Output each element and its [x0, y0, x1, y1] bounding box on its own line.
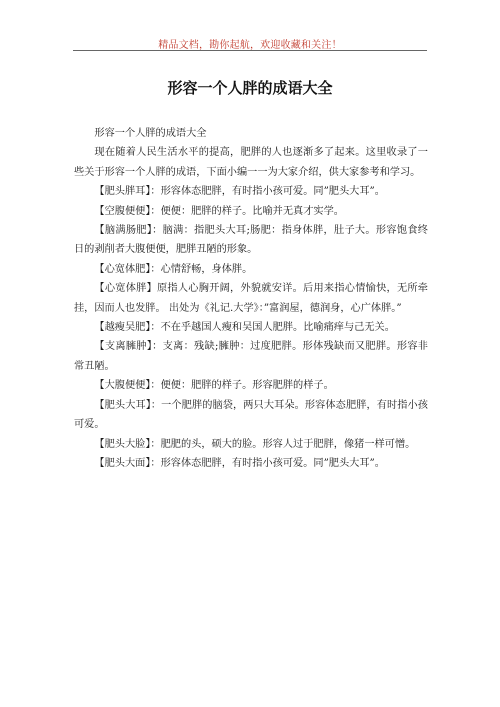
- idiom-entry: 【肥头胖耳】：形容体态肥胖，有时指小孩可爱。同”肥头大耳”。: [94, 186, 385, 198]
- idiom-entry: 【肥头大脸】：肥肥的头，硕大的脸。形容人过于肥胖，像猪一样可憎。: [94, 438, 416, 450]
- paragraph-subtitle: 形容一个人胖的成语大全: [94, 128, 207, 139]
- idiom-entry: 【支离臃肿】：支离：残缺;臃肿：过度肥胖。形体残缺而又肥胖。形容非常丑陋。: [74, 341, 428, 372]
- header-divider: [73, 50, 427, 51]
- document-body: [74, 124, 428, 473]
- idiom-entry: 【肥头大面】：形容体态肥胖，有时指小孩可爱。同”肥头大耳”。: [94, 457, 385, 469]
- page-header-banner: 精品文档，勘你起航，欢迎收藏和关注！: [158, 40, 342, 51]
- idiom-entry: 【脑满肠肥】：脑满：指肥头大耳;肠肥：指身体胖，肚子大。形容饱食终日的剥削者大腹便便，肥胖丑陋的形象。: [74, 225, 428, 256]
- document-title: 形容一个人胖的成语大全: [167, 79, 333, 97]
- idiom-entry: 【心宽体肥】：心情舒畅，身体胖。: [94, 263, 253, 275]
- idiom-entry: 【空腹便便】：便便：肥胖的样子。比喻并无真才实学。: [94, 205, 344, 217]
- idiom-entry: 【心宽体胖】原指人心胸开阔，外貌就安详。后用来指心情愉快，无所牵挂，因而人也发胖。 出处为《礼记.大学》：”富润屋，德润身，心广体胖。”: [74, 283, 428, 314]
- paragraph-intro: 现在随着人民生活水平的提高，肥胖的人也逐渐多了起来。这里收录了一些关于形容一个人胖的成语，下面小编一一为大家介绍，供大家参考和学习。: [74, 147, 428, 178]
- idiom-entry: 【大腹便便】：便便：肥胖的样子。形容肥胖的样子。: [94, 380, 334, 392]
- idiom-entry: 【越瘦吴肥】：不在乎越国人瘦和吴国人肥胖。比喻痛痒与己无关。: [94, 322, 395, 334]
- idiom-entry: 【肥头大耳】：一个肥胖的脑袋，两只大耳朵。形容体态肥胖，有时指小孩可爱。: [74, 399, 428, 431]
